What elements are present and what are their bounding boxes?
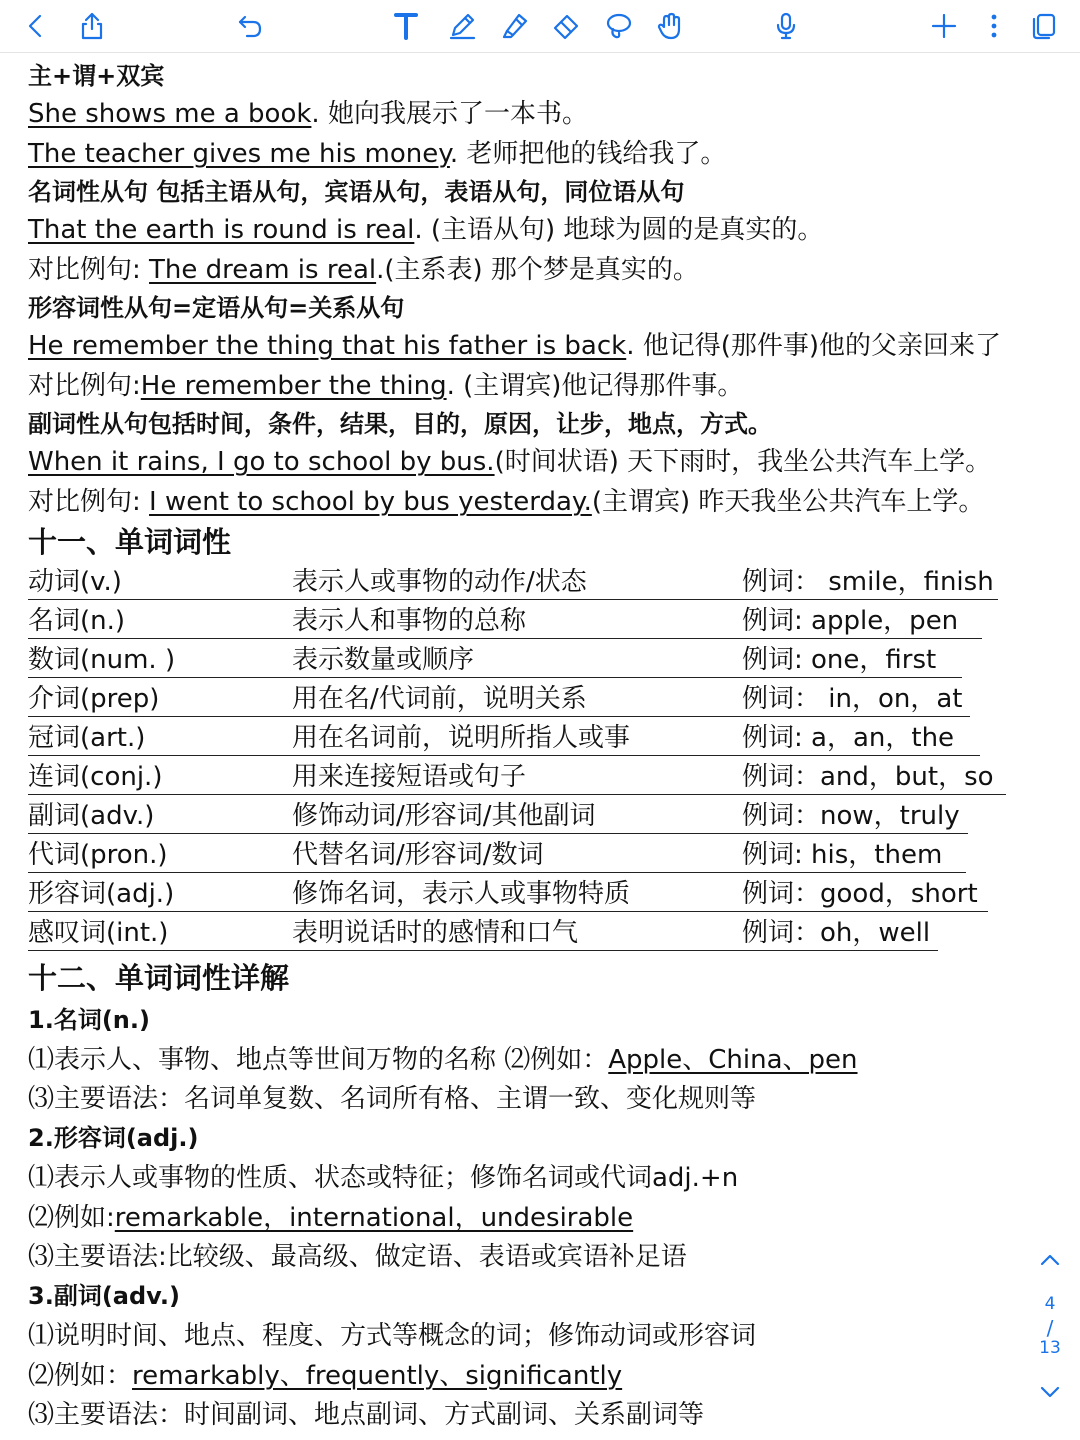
section-11-title: 十一、单词词性 xyxy=(28,525,232,559)
adverb-line-1: ⑴说明时间、地点、程度、方式等概念的词；修饰动词或形容词 xyxy=(28,1321,757,1351)
highlighter-icon[interactable] xyxy=(492,4,536,48)
note-page xyxy=(0,54,1080,1440)
eraser-icon[interactable] xyxy=(544,4,588,48)
chevron-down-icon[interactable] xyxy=(1038,1380,1062,1404)
undo-icon[interactable] xyxy=(228,4,272,48)
chevron-up-icon[interactable] xyxy=(1038,1248,1062,1272)
pos-name: 连词(conj.) xyxy=(28,762,163,792)
section-12-title: 十二、单词词性详解 xyxy=(28,961,290,995)
pos-examples: 例词：oh，well xyxy=(742,918,931,948)
pos-row xyxy=(0,915,1080,954)
adverb-title: 3.副词(adv.) xyxy=(28,1282,180,1310)
example-sentence xyxy=(28,484,984,520)
page-separator: / xyxy=(1046,1316,1054,1340)
more-icon[interactable] xyxy=(972,4,1016,48)
pos-examples: 例词：now，truly xyxy=(742,801,960,831)
pos-description: 用在名词前，说明所指人或事 xyxy=(292,723,631,753)
row-underline xyxy=(28,950,938,951)
adverb-line-3: ⑶主要语法：时间副词、地点副词、方式副词、关系副词等 xyxy=(28,1400,705,1430)
row-underline xyxy=(28,677,962,678)
noun-examples: Apple、China、pen xyxy=(608,1045,858,1075)
hand-tool-icon[interactable] xyxy=(648,4,692,48)
pos-description: 表示人和事物的总称 xyxy=(292,606,527,636)
back-icon[interactable] xyxy=(14,4,58,48)
pen-icon[interactable] xyxy=(440,4,484,48)
lasso-icon[interactable] xyxy=(596,4,640,48)
pos-row xyxy=(0,759,1080,798)
pages-icon[interactable] xyxy=(1022,4,1066,48)
total-pages: 13 xyxy=(1039,1338,1061,1358)
pos-name: 冠词(art.) xyxy=(28,723,146,753)
example-sentence xyxy=(28,252,699,288)
pos-row xyxy=(0,603,1080,642)
pos-name: 形容词(adj.) xyxy=(28,879,175,909)
row-underline xyxy=(28,755,980,756)
example-sentence xyxy=(28,368,743,404)
example-translation: . 他记得(那件事)他的父亲回来了 xyxy=(626,331,1002,361)
noun-line-2: ⑶主要语法：名词单复数、名词所有格、主谓一致、变化规则等 xyxy=(28,1084,757,1114)
example-translation: . 她向我展示了一本书。 xyxy=(311,99,588,129)
pos-name: 副词(adv.) xyxy=(28,801,155,831)
example-sentence xyxy=(28,212,823,248)
pos-description: 表明说话时的感情和口气 xyxy=(292,918,579,948)
pos-examples: 例词: his，them xyxy=(742,840,943,870)
row-underline xyxy=(28,833,968,834)
adjective-line-2 xyxy=(28,1200,633,1236)
pos-name: 数词(num. ) xyxy=(28,645,176,675)
example-sentence xyxy=(28,444,991,480)
example-translation: . (主语从句) 地球为圆的是真实的。 xyxy=(414,215,824,245)
example-underlined: When it rains, I go to school by bus. xyxy=(28,447,495,477)
pos-description: 用来连接短语或句子 xyxy=(292,762,527,792)
compare-label: 对比例句: xyxy=(28,371,141,401)
adjective-examples: remarkable，international，undesirable xyxy=(114,1203,634,1233)
pos-description: 代替名词/形容词/数词 xyxy=(292,840,544,870)
example-translation: (主谓宾) 昨天我坐公共汽车上学。 xyxy=(591,487,985,517)
row-underline xyxy=(28,638,982,639)
pos-row xyxy=(0,798,1080,837)
pos-name: 名词(n.) xyxy=(28,606,126,636)
example-underlined: The teacher gives me his money xyxy=(28,139,450,169)
pos-examples: 例词: apple，pen xyxy=(742,606,959,636)
pos-row xyxy=(0,837,1080,876)
pos-name: 动词(v.) xyxy=(28,567,122,597)
pos-examples: 例词： in，on，at xyxy=(742,684,963,714)
noun-title: 1.名词(n.) xyxy=(28,1006,150,1034)
noun-line-1 xyxy=(28,1042,858,1078)
pos-examples: 例词: a，an，the xyxy=(742,723,955,753)
pos-name: 感叹词(int.) xyxy=(28,918,169,948)
add-icon[interactable] xyxy=(922,4,966,48)
pos-row xyxy=(0,564,1080,603)
example-translation: . 老师把他的钱给我了。 xyxy=(449,139,727,169)
pos-row xyxy=(0,681,1080,720)
example-underlined: The dream is real xyxy=(149,255,377,285)
pos-examples: 例词: one，first xyxy=(742,645,937,675)
example-underlined: He remember the thing xyxy=(140,371,447,401)
pos-description: 用在名/代词前，说明关系 xyxy=(292,684,587,714)
example-underlined: She shows me a book xyxy=(28,99,312,129)
adverb-line-2 xyxy=(28,1358,622,1394)
example-translation: . (主谓宾)他记得那件事。 xyxy=(446,371,744,401)
example-translation: .(主系表) 那个梦是真实的。 xyxy=(376,255,699,285)
row-underline xyxy=(28,794,1006,795)
pos-description: 表示数量或顺序 xyxy=(292,645,475,675)
example-sentence xyxy=(28,136,726,172)
adverb-examples: remarkably、frequently、significantly xyxy=(132,1361,623,1391)
example-sentence xyxy=(28,328,1001,364)
current-page: 4 xyxy=(1044,1294,1056,1314)
top-toolbar xyxy=(0,0,1080,53)
row-underline xyxy=(28,716,970,717)
double-object-heading: 主+谓+双宾 xyxy=(28,62,165,90)
pos-examples: 例词：and，but，so xyxy=(742,762,994,792)
microphone-icon[interactable] xyxy=(764,4,808,48)
noun-clause-heading: 名词性从句 包括主语从句，宾语从句，表语从句，同位语从句 xyxy=(28,178,685,206)
pos-description: 修饰名词，表示人或事物特质 xyxy=(292,879,631,909)
pos-row xyxy=(0,642,1080,681)
pos-description: 修饰动词/形容词/其他副词 xyxy=(292,801,596,831)
adverb-line-2-text: ⑵例如： xyxy=(28,1361,133,1391)
adjective-line-1: ⑴表示人或事物的性质、状态或特征；修饰名词或代词adj.+n xyxy=(28,1163,739,1193)
pos-examples: 例词：good，short xyxy=(742,879,978,909)
example-translation: (时间状语) 天下雨时，我坐公共汽车上学。 xyxy=(494,447,992,477)
pos-description: 表示人或事物的动作/状态 xyxy=(292,567,587,597)
example-underlined: That the earth is round is real xyxy=(28,215,415,245)
row-underline xyxy=(28,599,998,600)
adjective-line-2-text: ⑵例如: xyxy=(28,1203,115,1233)
row-underline xyxy=(28,872,966,873)
page-navigator xyxy=(1020,1240,1080,1410)
pos-examples: 例词： smile，finish xyxy=(742,567,994,597)
compare-label: 对比例句: xyxy=(28,255,150,285)
adjective-clause-heading: 形容词性从句=定语从句=关系从句 xyxy=(28,294,405,322)
pos-row xyxy=(0,876,1080,915)
pos-name: 介词(prep) xyxy=(28,684,160,714)
example-sentence xyxy=(28,96,588,132)
row-underline xyxy=(28,911,988,912)
noun-line-1-text: ⑴表示人、事物、地点等世间万物的名称 ⑵例如： xyxy=(28,1045,609,1075)
adjective-title: 2.形容词(adj.) xyxy=(28,1124,199,1152)
compare-label: 对比例句: xyxy=(28,487,150,517)
adjective-line-3: ⑶主要语法:比较级、最高级、做定语、表语或宾语补足语 xyxy=(28,1242,687,1272)
example-underlined: I went to school by bus yesterday. xyxy=(149,487,592,517)
share-icon[interactable] xyxy=(70,4,114,48)
example-underlined: He remember the thing that his father is back xyxy=(28,331,627,361)
pos-name: 代词(pron.) xyxy=(28,840,168,870)
text-tool-icon[interactable] xyxy=(384,4,428,48)
pos-row xyxy=(0,720,1080,759)
adverb-clause-heading: 副词性从句包括时间，条件，结果，目的，原因，让步，地点，方式。 xyxy=(28,410,772,438)
